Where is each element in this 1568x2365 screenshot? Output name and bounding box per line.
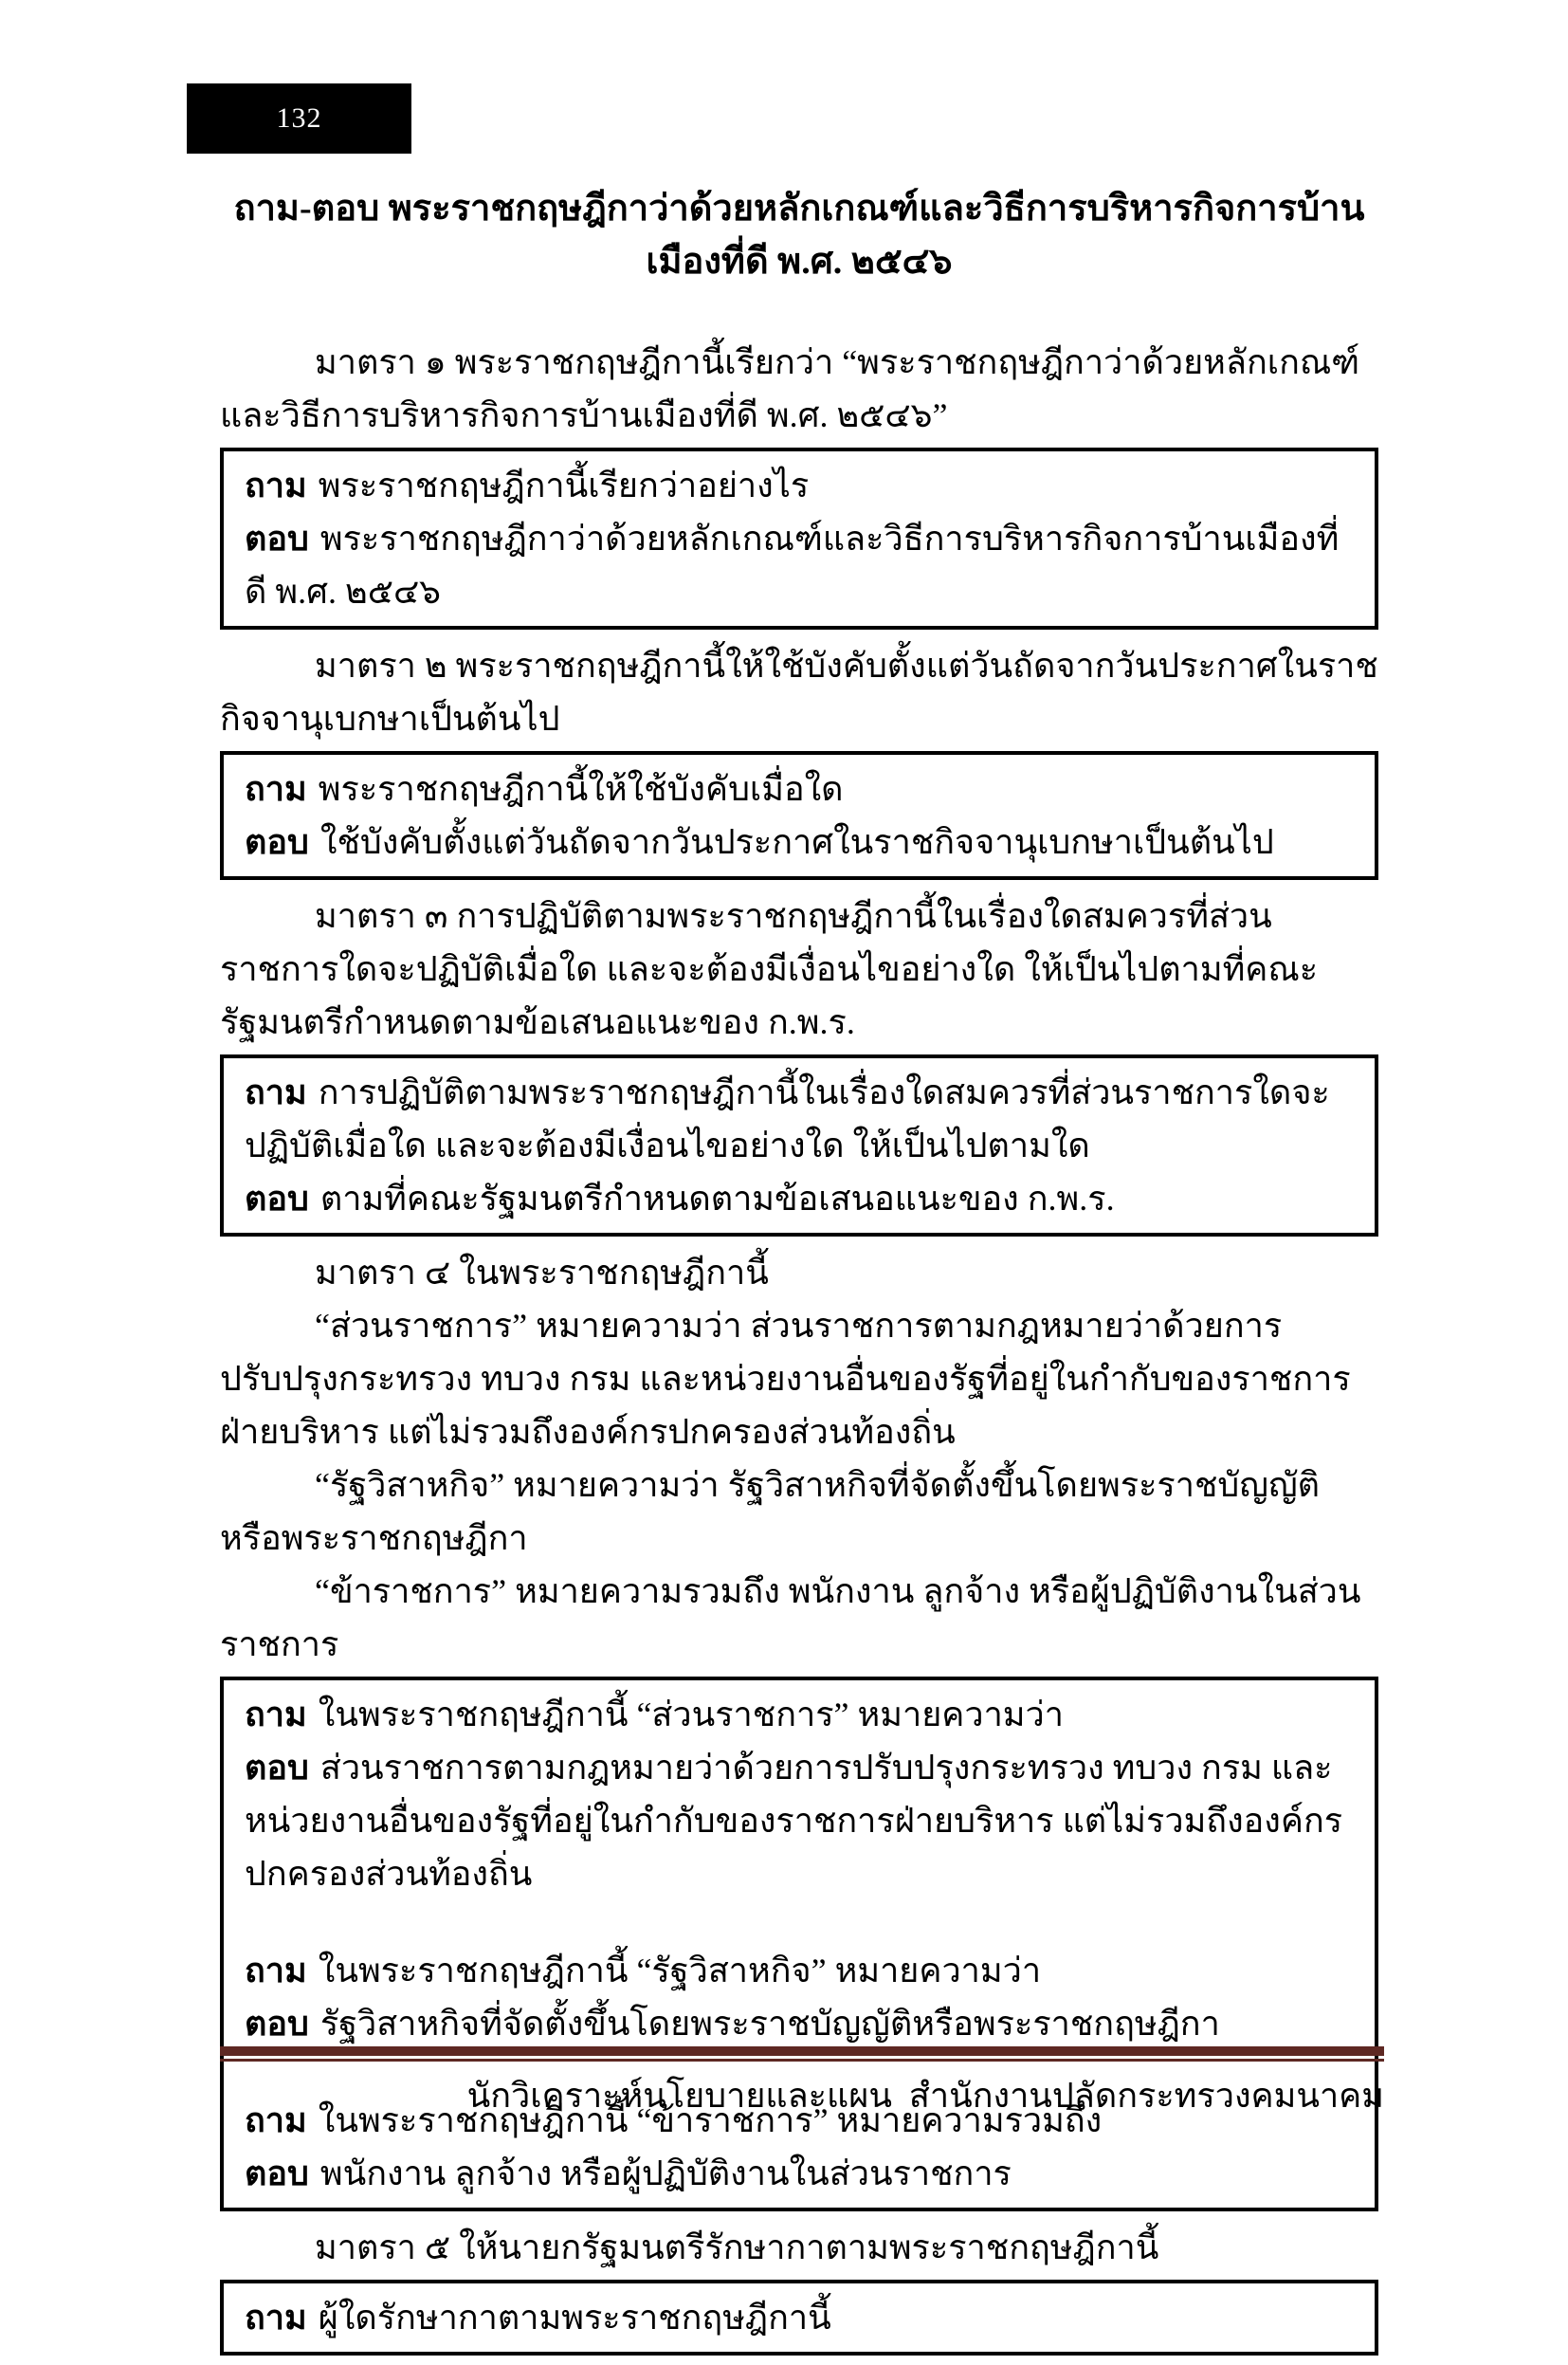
qa-box-4 <box>220 1677 1378 2211</box>
qa-box-3 <box>220 1054 1378 1237</box>
answer-label: ตอบ <box>245 823 309 861</box>
question-line <box>245 1688 1354 1741</box>
question-label: ถาม <box>245 1696 307 1733</box>
footer-divider-thick-line <box>220 2046 1384 2056</box>
question-text: พระราชกฤษฎีกานี้ให้ใช้บังคับเมื่อใด <box>318 770 844 808</box>
question-line <box>245 2291 1354 2344</box>
question-line <box>245 762 1354 816</box>
qa-box-5 <box>220 2280 1378 2356</box>
answer-label: ตอบ <box>245 520 309 558</box>
question-label: ถาม <box>245 2101 307 2139</box>
paragraph-matra-2: มาตรา ๒ พระราชกฤษฎีกานี้ให้ใช้บังคับตั้งแต่วันถัดจากวันประกาศในราชกิจจานุเบกษาเป็นต้น​ไป <box>220 647 1378 738</box>
question-label: ถาม <box>245 467 307 504</box>
paragraph-matra-4-def-3: “ข้าราชการ” หมายความรวมถึง พนักงาน ลูกจ้าง หรือผู้ปฏิบัติงานในส่วนราชการ <box>220 1572 1361 1663</box>
answer-line <box>245 1997 1354 2050</box>
answer-text: รัฐวิสาหกิจที่จัดตั้งขึ้นโดยพระราชบัญญัติหรือพระราชกฤษฎีกา <box>319 2005 1220 2043</box>
paragraph-matra-4-def-2: “รัฐวิสาหกิจ” หมายความว่า รัฐวิสาหกิจที่จัดตั้งขึ้นโดยพระราชบัญญัติหรือพระราชกฤษฎีกา <box>220 1466 1320 1557</box>
question-text: ในพระราชกฤษฎีกานี้ “ข้าราชการ” หมายความรวมถึง <box>318 2101 1103 2139</box>
footer-divider <box>220 2046 1384 2062</box>
paragraph-matra-3: มาตรา ๓ การปฏิบัติตามพระราชกฤษฎีกานี้ในเรื่องใดสมควรที่ส่วนราชการใดจะปฏิบัติเมื่อใด และจะต้องมีเงื่อนไขอย่างใด ให้เป็นไปตามที่คณะรัฐมนตรีกำหนดตามข้อเสนอแนะของ ก.พ.ร. <box>220 897 1319 1041</box>
answer-line <box>245 816 1354 869</box>
paragraph-matra-5: มาตรา ๕ ให้นายกรัฐมนตรีรักษากาตามพระราชกฤษฎีกานี้ <box>315 2228 1159 2266</box>
qa-box-1 <box>220 448 1378 630</box>
document-content <box>220 182 1378 2365</box>
answer-label: ตอบ <box>245 1749 309 1787</box>
footer-divider-thin-line <box>220 2059 1384 2062</box>
answer-label: ตอบ <box>245 2154 309 2192</box>
qa-box-2 <box>220 751 1378 880</box>
page-number-box <box>187 83 411 154</box>
answer-text: ใช้บังคับตั้งแต่วันถัดจากวันประกาศในราชกิจจานุเบกษาเป็นต้นไป <box>319 823 1274 861</box>
answer-line <box>245 1172 1354 1225</box>
question-line <box>245 459 1354 512</box>
answer-text: พนักงาน ลูกจ้าง หรือผู้ปฏิบัติงานในส่วนราชการ <box>319 2154 1012 2192</box>
answer-text: ส่วนราชการตามกฎหมายว่าด้วยการปรับปรุงกระทรวง ทบวง กรม และหน่วยงานอื่นของรัฐที่อยู่​ในกำกับของราชการฝ่ายบริหาร แต่ไม่รวมถึงองค์กรปกครองส่วนท้องถิ่น <box>245 1749 1343 1893</box>
answer-text: พระราชกฤษฎีกาว่าด้วยหลักเกณฑ์และวิธีการบริหารกิจการบ้านเมืองที่ดี พ.ศ. ๒๕๔๖ <box>245 520 1340 611</box>
question-text: ในพระราชกฤษฎีกานี้ “ส่วนราชการ” หมายความว่า <box>318 1696 1064 1733</box>
answer-label: ตอบ <box>245 2005 309 2043</box>
paragraph-matra-4-def-1: “ส่วนราชการ” หมายความว่า ส่วนราชการตามกฎหมายว่าด้วยการปรับปรุงกระทรวง ทบวง กรม และหน่วยงานอื่นของรัฐที่อยู่ในกำกับของราชการฝ่ายบริหาร แต่ไม่รวมถึงองค์กรปกครองส่วนท้องถิ่น <box>220 1307 1351 1451</box>
qa-pair <box>245 2291 1354 2344</box>
answer-line <box>245 1741 1354 1900</box>
qa-pair <box>245 1688 1354 1900</box>
qa-pair <box>245 459 1354 618</box>
question-text: ผู้ใดรักษากาตามพระราชกฤษฎีกานี้ <box>318 2299 831 2337</box>
question-label: ถาม <box>245 1952 307 1989</box>
document-title: ถาม-ตอบ พระราชกฤษฎีกาว่าด้วยหลักเกณฑ์และวิธีการบริหารกิจการบ้านเมืองที่ดี พ.ศ. ๒๕๔๖ <box>233 189 1365 282</box>
question-label: ถาม <box>245 770 307 808</box>
page-number: 132 <box>276 102 322 134</box>
question-line <box>245 1066 1354 1172</box>
answer-line <box>245 2147 1354 2200</box>
question-text: พระราชกฤษฎีกานี้เรียกว่าอย่างไร <box>318 467 810 504</box>
answer-line <box>245 512 1354 618</box>
qa-pair <box>245 1944 1354 2050</box>
answer-label: ตอบ <box>245 1180 309 1218</box>
question-line <box>245 1944 1354 1997</box>
paragraph-matra-1: มาตรา ๑ พระราชกฤษฎีกานี้เรียกว่า “พระราชกฤษฎีกาว่าด้วยหลักเกณฑ์และวิธีการบริหาร​กิจการบ้านเมืองที่ดี พ.ศ. ๒๕๔๖” <box>220 343 1360 434</box>
question-label: ถาม <box>245 1073 307 1111</box>
paragraph-matra-4-intro: มาตรา ๔ ในพระราชกฤษฎีกานี้ <box>315 1254 769 1292</box>
question-text: ในพระราชกฤษฎีกานี้ “รัฐวิสาหกิจ” หมายความว่า <box>318 1952 1042 1989</box>
qa-pair <box>245 1066 1354 1225</box>
answer-text: ตามที่คณะรัฐมนตรีกำหนดตามข้อเสนอแนะของ ก.พ.ร. <box>319 1180 1115 1218</box>
question-label: ถาม <box>245 2299 307 2337</box>
qa-pair <box>245 762 1354 869</box>
footer-text: นักวิเคราะห์นโยบายและแผน สำนักงานปลัดกระทรวงคมนาคม <box>466 2077 1384 2115</box>
question-text: การปฏิบัติตามพระราชกฤษฎีกานี้ในเรื่องใดสมควรที่ส่วนราชการใดจะปฏิบัติเมื่อใด และจะต้องมี​เงื่อนไขอย่างใด ให้เป็นไปตามใด <box>245 1073 1330 1164</box>
